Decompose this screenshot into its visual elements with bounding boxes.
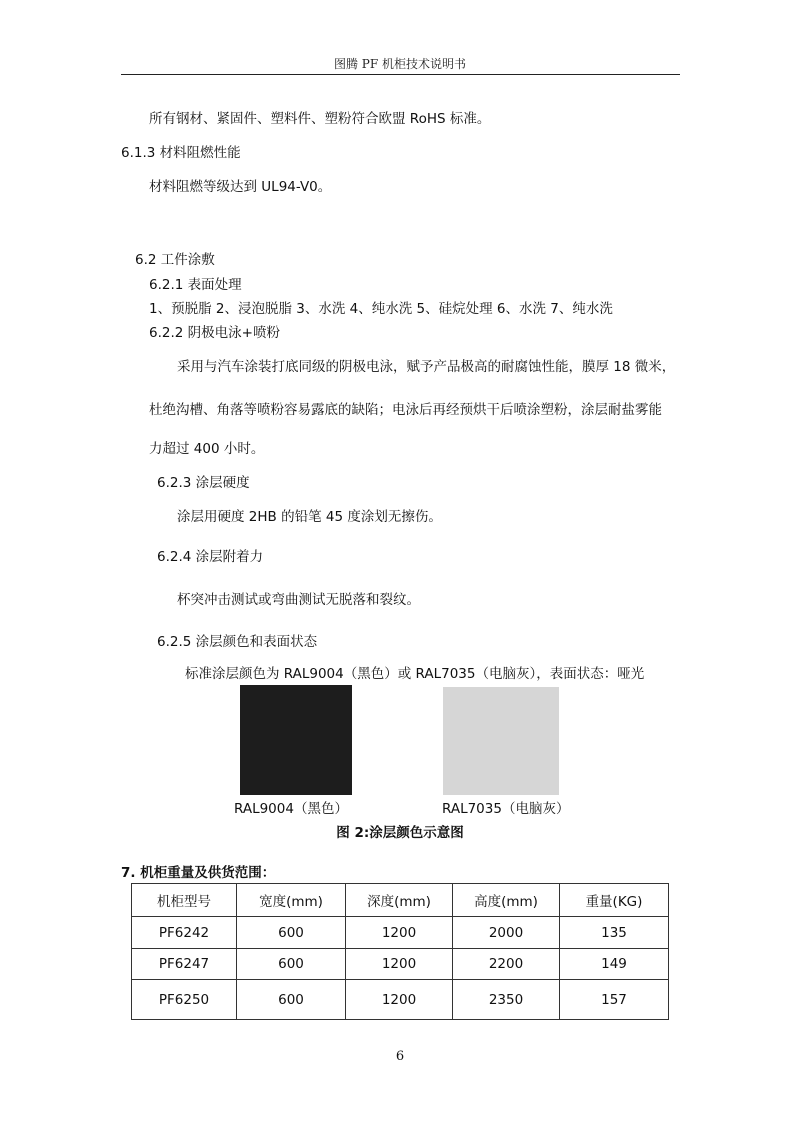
- cell-width: 600: [237, 949, 346, 980]
- section-6-2-2-heading: 6.2.2 阴极电泳+喷粉: [149, 325, 280, 341]
- cell-height: 2200: [453, 949, 560, 980]
- cell-width: 600: [237, 917, 346, 949]
- cell-weight: 149: [560, 949, 669, 980]
- cell-weight: 135: [560, 917, 669, 949]
- table-row: [132, 917, 669, 949]
- section-6-2-3-body: 涂层用硬度 2HB 的铅笔 45 度涂划无擦伤。: [177, 509, 442, 525]
- swatch-label-ral9004: RAL9004（黑色）: [234, 801, 348, 817]
- figure-caption: 图 2:涂层颜色示意图: [336, 825, 464, 841]
- cell-depth: 1200: [346, 980, 453, 1020]
- cell-weight: 157: [560, 980, 669, 1020]
- cell-height: 2350: [453, 980, 560, 1020]
- col-header-model: 机柜型号: [132, 884, 237, 917]
- rohs-statement: 所有钢材、紧固件、塑料件、塑粉符合欧盟 RoHS 标准。: [149, 111, 491, 127]
- col-header-weight: 重量(KG): [560, 884, 669, 917]
- section-6-2-4-body: 杯突冲击测试或弯曲测试无脱落和裂纹。: [177, 592, 420, 608]
- table-row: [132, 949, 669, 980]
- section-6-2-heading: 6.2 工件涂敷: [135, 252, 215, 268]
- cell-depth: 1200: [346, 917, 453, 949]
- cell-model: PF6250: [132, 980, 237, 1020]
- section-6-2-5-body: 标准涂层颜色为 RAL9004（黑色）或 RAL7035（电脑灰），表面状态：哑光: [185, 666, 645, 682]
- electrophoresis-paragraph-line-3: 力超过 400 小时。: [149, 441, 265, 457]
- page-number: 6: [395, 1049, 405, 1064]
- surface-treatment-steps: 1、预脱脂 2、浸泡脱脂 3、水洗 4、纯水洗 5、硅烷处理 6、水洗 7、纯水洗: [149, 301, 613, 317]
- section-6-2-5-heading: 6.2.5 涂层颜色和表面状态: [157, 634, 318, 650]
- electrophoresis-paragraph-line-1: 采用与汽车涂装打底同级的阴极电泳，赋予产品极高的耐腐蚀性能，膜厚 18 微米，: [177, 359, 676, 375]
- swatch-label-ral7035: RAL7035（电脑灰）: [442, 801, 570, 817]
- section-6-1-3-heading: 6.1.3 材料阻燃性能: [121, 145, 241, 161]
- section-7-heading: 7. 机柜重量及供货范围：: [121, 865, 276, 881]
- col-header-height: 高度(mm): [453, 884, 560, 917]
- table-header-row: [132, 884, 669, 917]
- swatch-ral9004: [240, 685, 352, 795]
- col-header-width: 宽度(mm): [237, 884, 346, 917]
- cell-depth: 1200: [346, 949, 453, 980]
- cell-model: PF6247: [132, 949, 237, 980]
- section-6-2-4-heading: 6.2.4 涂层附着力: [157, 549, 264, 565]
- cell-width: 600: [237, 980, 346, 1020]
- section-6-1-3-body: 材料阻燃等级达到 UL94-V0。: [149, 179, 332, 195]
- col-header-depth: 深度(mm): [346, 884, 453, 917]
- table-row: [132, 980, 669, 1020]
- cabinet-spec-table: [131, 883, 669, 1020]
- swatch-ral7035: [443, 687, 559, 795]
- page-header-title: 图腾 PF 机柜技术说明书: [333, 57, 467, 71]
- section-6-2-3-heading: 6.2.3 涂层硬度: [157, 475, 250, 491]
- electrophoresis-paragraph-line-2: 杜绝沟槽、角落等喷粉容易露底的缺陷；电泳后再经预烘干后喷涂塑粉，涂层耐盐雾能: [149, 402, 662, 418]
- cell-height: 2000: [453, 917, 560, 949]
- cell-model: PF6242: [132, 917, 237, 949]
- section-6-2-1-heading: 6.2.1 表面处理: [149, 277, 242, 293]
- header-divider: [121, 74, 680, 75]
